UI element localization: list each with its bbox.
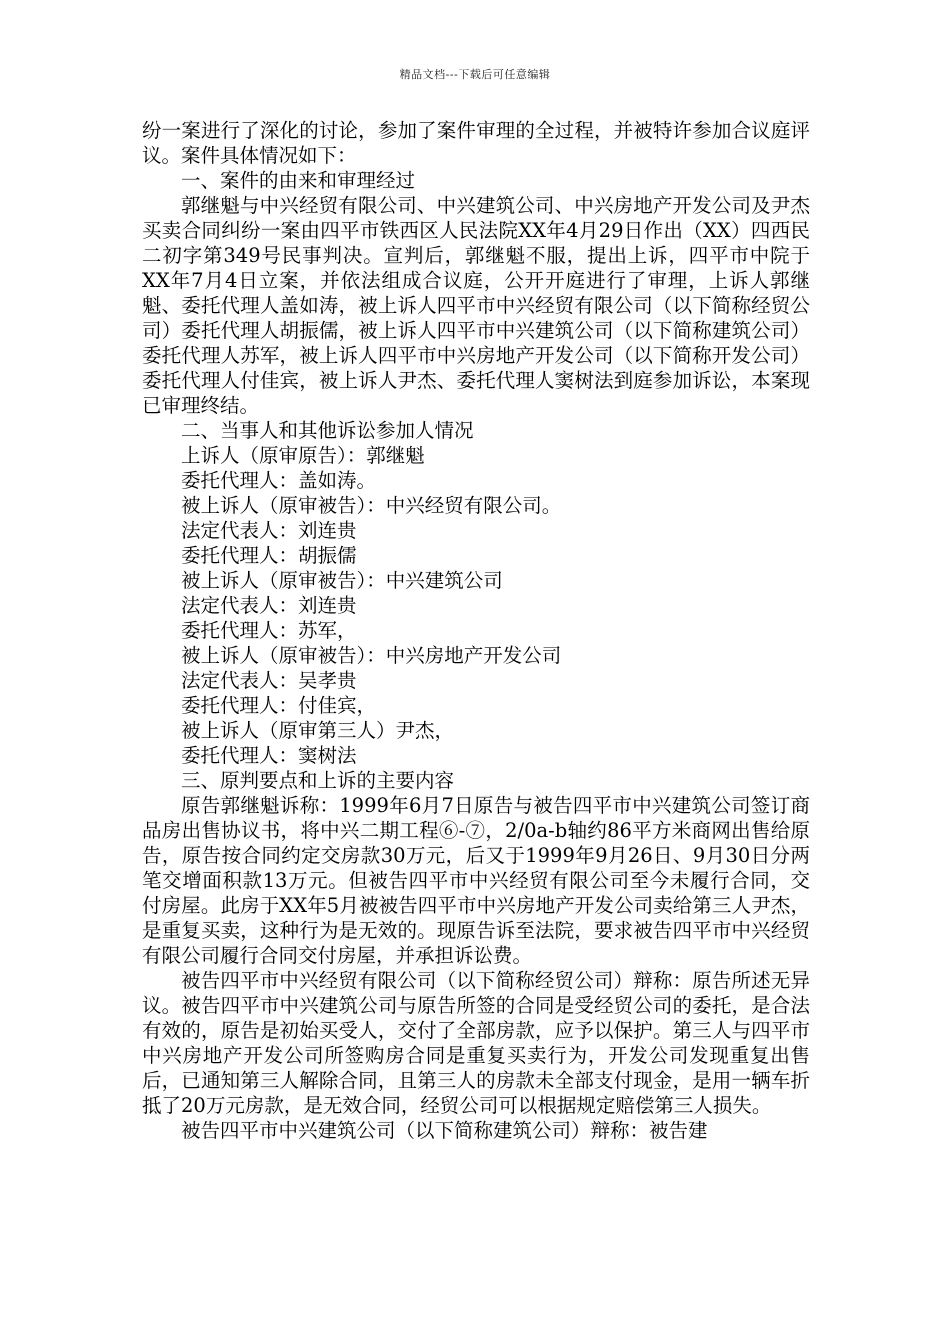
paragraph: 纷一案进行了深化的讨论，参加了案件审理的全过程，并被特许参加合议庭评议。案件具体情况如下： [142,119,810,167]
paragraph: 法定代表人：吴孝贵 [181,669,357,692]
paragraph: 被告四平市中兴经贸有限公司（以下简称经贸公司）辩称：原告所述无异议。被告四平市中兴建筑公司与原告所签的合同是受经贸公司的委托，是合法有效的，原告是初始买受人，交付了全部房款，应予以保护。第三人与四平市中兴房地产开发公司所签购房合同是重复买卖行为，开发公司发现重复出售后，已通知第三人解除合同，且第三人的房款未全部支付现金，是用一辆车折抵了20万元房款，是无效合同，经贸公司可以根据规定赔偿第三人损失。 [142,969,810,1117]
paragraph: 法定代表人：刘连贵 [181,519,357,542]
paragraph: 被上诉人（原审被告）：中兴房地产开发公司 [181,644,562,667]
paragraph: 三、原判要点和上诉的主要内容 [181,769,455,792]
paragraph: 被上诉人（原审被告）：中兴经贸有限公司。 [181,494,562,517]
paragraph: 郭继魁与中兴经贸有限公司、中兴建筑公司、中兴房地产开发公司及尹杰买卖合同纠纷一案由四平市铁西区人民法院XX年4月29日作出（XX）四西民二初字第349号民事判决。宣判后，郭继魁不服，提出上诉，四平市中院于XX年7月4日立案，并依法组成合议庭，公开开庭进行了审理，上诉人郭继魁、委托代理人盖如涛，被上诉人四平市中兴经贸有限公司（以下简称经贸公司）委托代理人胡振儒，被上诉人四平市中兴建筑公司（以下简称建筑公司）委托代理人苏军，被上诉人四平市中兴房地产开发公司（以下简称开发公司）委托代理人付佳宾，被上诉人尹杰、委托代理人窦树法到庭参加诉讼，本案现已审理终结。 [142,194,810,417]
paragraph: 委托代理人：胡振儒 [181,544,357,567]
paragraph: 法定代表人：刘连贵 [181,594,357,617]
paragraph: 被告四平市中兴建筑公司（以下简称建筑公司）辩称：被告建 [181,1119,708,1142]
paragraph: 委托代理人：苏军， [181,619,357,642]
paragraph: 被上诉人（原审第三人）尹杰， [181,719,455,742]
document-body [142,118,810,1143]
paragraph: 上诉人（原审原告）：郭继魁 [181,444,425,467]
page-header: 精品文档---下载后可任意编辑 [399,68,551,81]
paragraph: 被上诉人（原审被告）：中兴建筑公司 [181,569,503,592]
paragraph: 原告郭继魁诉称：1999年6月7日原告与被告四平市中兴建筑公司签订商品房出售协议书，将中兴二期工程⑥-⑦，2/0a-b轴约86平方米商网出售给原告，原告按合同约定交房款30万元，后又于1999年9月26日、9月30日分两笔交增面积款13万元。但被告四平市中兴经贸有限公司至今未履行合同，交付房屋。此房于XX年5月被被告四平市中兴房地产开发公司卖给第三人尹杰，是重复买卖，这种行为是无效的。现原告诉至法院，要求被告四平市中兴经贸有限公司履行合同交付房屋，并承担诉讼费。 [142,794,810,967]
paragraph: 委托代理人：盖如涛。 [181,469,377,492]
paragraph: 委托代理人：窦树法 [181,744,357,767]
paragraph: 一、案件的由来和审理经过 [181,169,416,192]
paragraph: 委托代理人：付佳宾， [181,694,377,717]
paragraph: 二、当事人和其他诉讼参加人情况 [181,419,474,442]
